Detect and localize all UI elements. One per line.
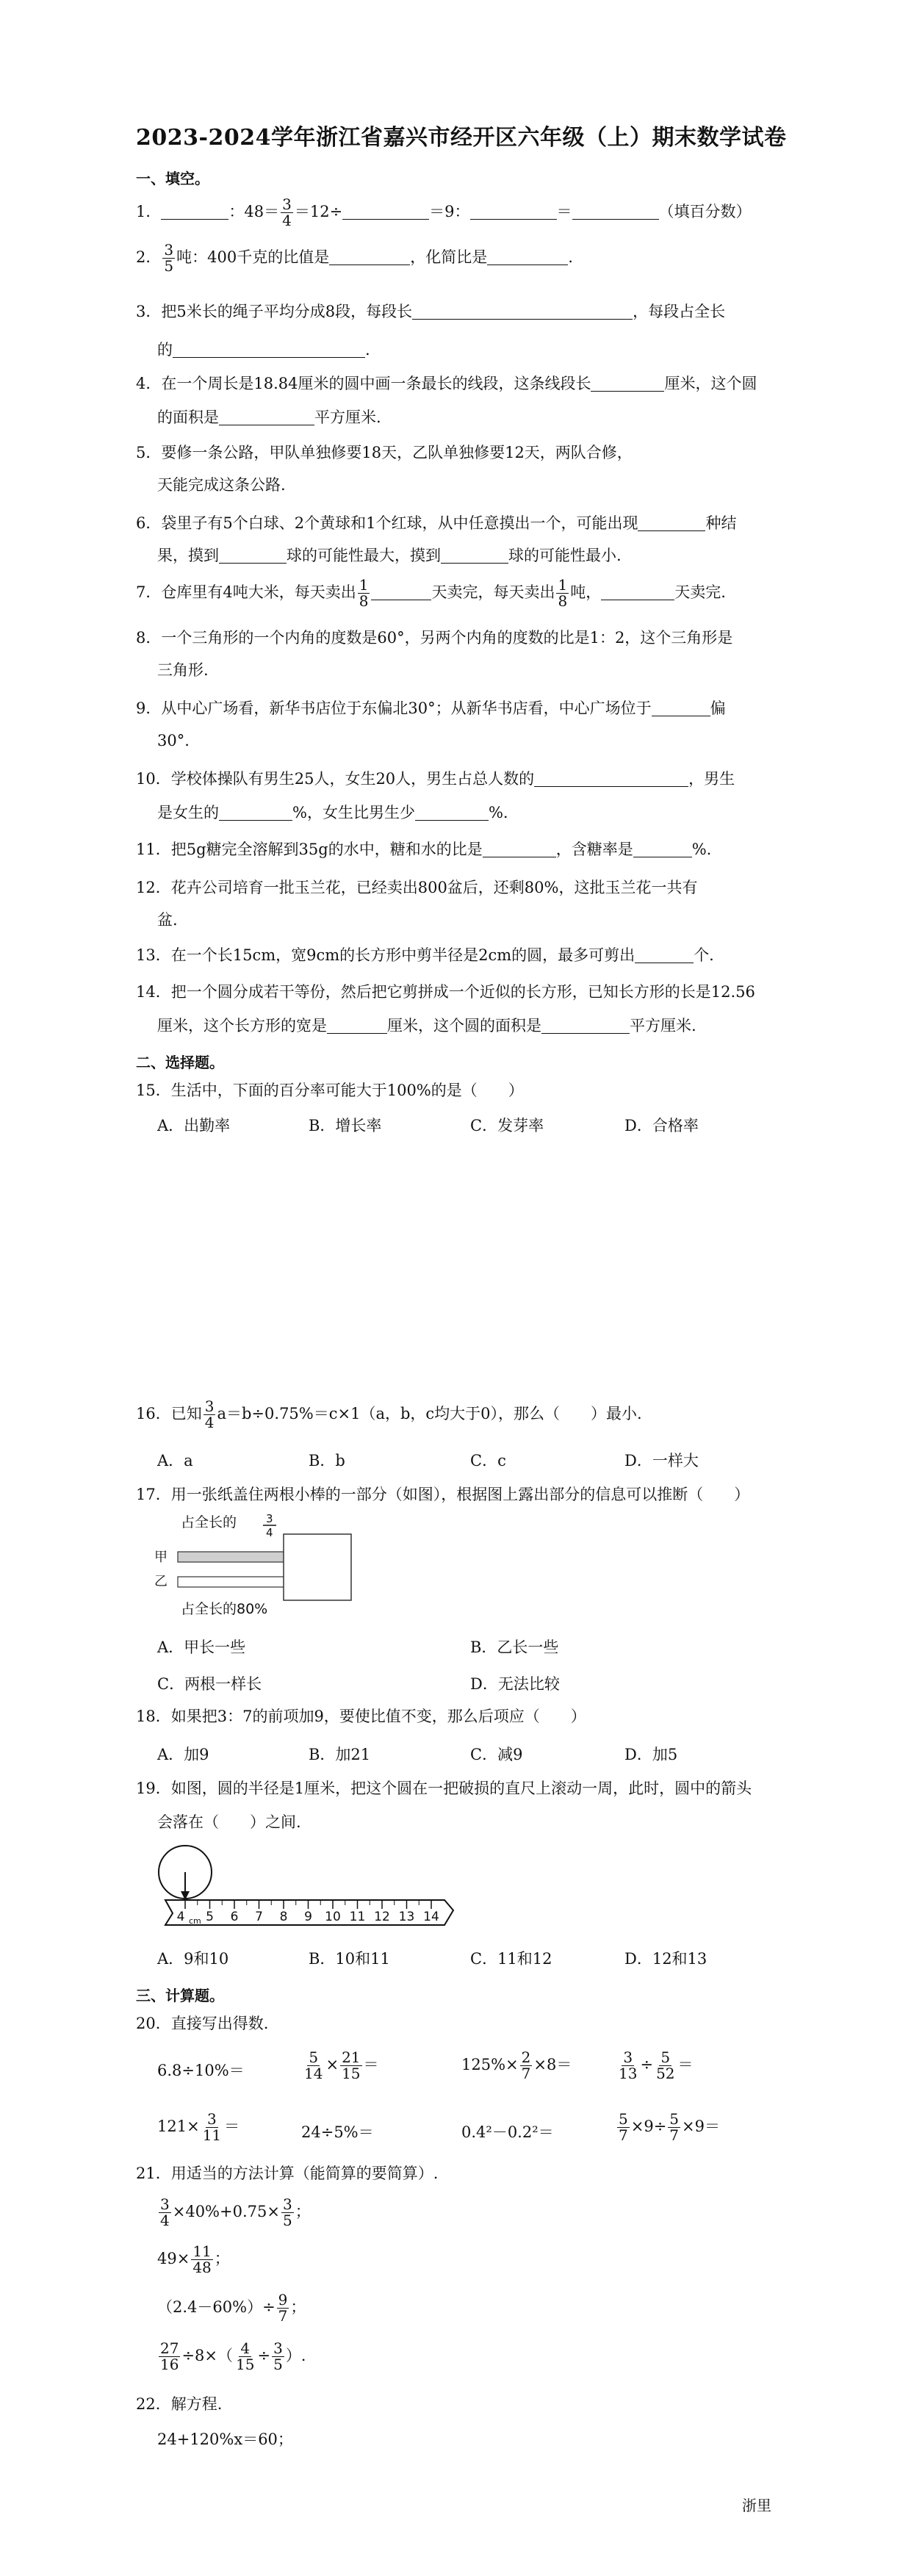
fraction <box>191 2244 212 2275</box>
question-text: （填百分数） <box>658 203 752 220</box>
fraction <box>204 1399 216 1431</box>
question-text: 果，摸到 <box>157 547 219 564</box>
fraction-numerator: 9 <box>278 2291 288 2309</box>
q22-equation-1: 24+120%x＝60； <box>157 2431 293 2448</box>
fraction-numerator: 3 <box>204 1397 215 1415</box>
question-text: 球的可能性最大，摸到 <box>287 547 441 564</box>
question-text: ＝9： <box>429 203 470 220</box>
question-text: 的 <box>157 341 173 359</box>
q19-option-a[interactable]: A．9和10 <box>157 1950 229 1968</box>
answer-blank[interactable] <box>219 547 287 564</box>
section-calculation-heading: 三、计算题。 <box>136 1987 224 2004</box>
question-text: 的面积是 <box>157 409 219 426</box>
fraction <box>668 2112 680 2143</box>
q21-expression-3 <box>157 2292 306 2324</box>
q20-item-5 <box>157 2112 240 2143</box>
fraction-numerator: 5 <box>309 2048 319 2066</box>
question-8-line-1 <box>136 629 732 647</box>
fraction-numerator: 3 <box>282 2195 292 2213</box>
fraction-numerator: 3 <box>273 2339 283 2357</box>
fraction <box>617 2050 638 2082</box>
question-9-line-1 <box>136 699 726 718</box>
fraction-denominator: 16 <box>160 2356 179 2373</box>
fraction-denominator: 5 <box>273 2356 283 2373</box>
operator: ÷ <box>257 2347 271 2364</box>
fraction-numerator: 3 <box>207 2110 217 2128</box>
question-text: 5．要修一条公路，甲队单独修要18天，乙队单独修要12天，两队合修， <box>136 444 633 461</box>
fraction-numerator: 5 <box>660 2048 671 2066</box>
question-text: 10．学校体操队有男生25人，女生20人，男生占总人数的 <box>136 770 535 788</box>
fraction <box>303 2050 324 2082</box>
question-text: 9．从中心广场看，新华书店位于东偏北30°；从新华书店看，中心广场位于 <box>136 699 652 717</box>
question-text: %，女生比男生少 <box>292 804 415 821</box>
answer-blank[interactable] <box>487 248 568 265</box>
equals: ＝ <box>224 2118 240 2135</box>
expression: ×8＝ <box>533 2056 572 2073</box>
answer-blank[interactable] <box>652 699 710 716</box>
cover-paper <box>284 1534 351 1600</box>
question-text: ＝ <box>556 203 572 220</box>
fraction-numerator: 27 <box>160 2339 179 2357</box>
question-5-line-2 <box>157 476 286 494</box>
question-text: 16．已知 <box>136 1405 202 1422</box>
question-text: 6．袋里子有5个白球、2个黄球和1个红球，从中任意摸出一个，可能出现 <box>136 514 638 532</box>
q16-option-d[interactable]: D．一样大 <box>624 1452 699 1469</box>
question-10-line-2 <box>157 804 508 822</box>
fraction-denominator: 7 <box>521 2065 531 2082</box>
q20-item-8 <box>616 2112 720 2143</box>
question-15: 15．生活中，下面的百分率可能大于100%的是（ ） <box>136 1082 524 1099</box>
question-text: . <box>365 341 370 359</box>
answer-blank[interactable] <box>219 804 292 821</box>
fraction-numerator: 2 <box>521 2048 531 2066</box>
question-text: ，化简比是 <box>410 248 488 266</box>
fraction-numerator: 3 <box>160 2195 170 2213</box>
fraction-numerator: 3 <box>164 241 174 259</box>
ruler-label: 5 <box>206 1910 214 1924</box>
question-12-line-2 <box>157 911 178 929</box>
fraction-numerator: 5 <box>619 2110 628 2128</box>
question-2 <box>136 242 573 274</box>
question-6-line-1 <box>136 514 736 533</box>
expression: ； <box>295 2203 311 2220</box>
fraction-denominator: 4 <box>204 1414 215 1431</box>
answer-blank[interactable] <box>173 341 365 358</box>
expression: 0.4²－0.2²＝ <box>461 2123 554 2141</box>
expression: ÷8×（ <box>181 2347 234 2364</box>
q20-item-4 <box>616 2050 694 2082</box>
answer-blank[interactable] <box>415 804 489 821</box>
question-text: 天能完成这条公路. <box>157 476 286 494</box>
question-12-line-1 <box>136 879 697 897</box>
answer-blank[interactable] <box>591 375 664 392</box>
q18-option-b[interactable]: B．加21 <box>309 1746 371 1763</box>
operator: ÷ <box>640 2056 654 2073</box>
question-text: 偏 <box>710 699 726 717</box>
q17-option-a[interactable]: A．甲长一些 <box>157 1638 246 1656</box>
fraction-numerator: 1 <box>359 576 369 594</box>
q19-option-d[interactable]: D．12和13 <box>624 1950 707 1968</box>
fig-fraction-numerator: 3 <box>266 1512 273 1525</box>
page-footer: 浙里 <box>742 2497 771 2514</box>
question-4-line-2 <box>157 409 381 427</box>
answer-blank[interactable] <box>483 841 556 857</box>
fraction <box>340 2050 361 2082</box>
expression: 121× <box>157 2118 200 2135</box>
question-text: 7．仓库里有4吨大米，每天卖出 <box>136 583 356 601</box>
question-1 <box>136 197 752 229</box>
fraction-numerator: 4 <box>240 2339 251 2357</box>
q20-item-2 <box>301 2050 379 2082</box>
question-13 <box>136 946 714 965</box>
fraction <box>162 242 175 274</box>
expression: ×9＝ <box>682 2118 720 2135</box>
q18-option-a[interactable]: A．加9 <box>157 1746 209 1763</box>
expression: 125%× <box>461 2056 519 2073</box>
fraction <box>277 2292 289 2324</box>
fraction <box>556 578 569 609</box>
ruler-unit: cm <box>189 1916 201 1926</box>
fraction-numerator: 21 <box>342 2048 361 2066</box>
fig-fraction-denominator: 4 <box>266 1526 273 1539</box>
equals: ＝ <box>363 2056 379 2073</box>
fraction-denominator: 8 <box>359 592 369 610</box>
question-3-line-2 <box>157 341 370 359</box>
fraction <box>234 2341 256 2372</box>
question-14-line-2 <box>157 1017 696 1035</box>
q16-option-c[interactable]: C．c <box>470 1452 506 1469</box>
q20-item-7 <box>461 2123 554 2142</box>
fig-bottom-label: 占全长的80% <box>181 1601 268 1617</box>
fraction-denominator: 7 <box>278 2307 288 2325</box>
answer-blank[interactable] <box>635 946 694 963</box>
q15-option-c[interactable]: C．发芽率 <box>470 1117 544 1134</box>
question-9-line-2 <box>157 732 190 750</box>
exam-title: 2023-2024学年浙江省嘉兴市经开区六年级（上）期末数学试卷 <box>136 125 787 151</box>
answer-blank[interactable] <box>161 203 228 220</box>
question-text: 厘米，这个圆 <box>664 375 757 392</box>
section-choice-heading: 二、选择题。 <box>136 1054 224 1071</box>
fraction <box>617 2112 630 2143</box>
fraction-denominator: 13 <box>619 2065 638 2082</box>
ruler-label: 11 <box>349 1910 366 1924</box>
expression: ； <box>290 2298 306 2316</box>
q19-option-c[interactable]: C．11和12 <box>470 1950 552 1968</box>
question-text: 13．在一个长15cm，宽9cm的长方形中剪半径是2cm的圆，最多可剪出 <box>136 946 635 964</box>
answer-blank[interactable] <box>219 409 314 425</box>
fraction-denominator: 8 <box>558 592 568 610</box>
fraction-numerator: 3 <box>623 2048 633 2066</box>
fraction <box>655 2050 676 2082</box>
q17-stick-figure <box>154 1512 375 1622</box>
question-10-line-1 <box>136 770 735 788</box>
question-number: 1． <box>136 203 162 220</box>
fraction-numerator: 1 <box>558 576 568 594</box>
question-text: 盆. <box>157 911 178 929</box>
q20-item-3 <box>461 2050 572 2082</box>
ruler-label: 6 <box>230 1910 239 1924</box>
fraction-denominator: 11 <box>202 2126 222 2144</box>
question-text: 14．把一个圆分成若干等份，然后把它剪拼成一个近似的长方形，已知长方形的长是12.56 <box>136 983 755 1001</box>
question-text: 球的可能性最小. <box>508 547 622 564</box>
fig-top-label: 占全长的 <box>181 1514 237 1530</box>
question-19-line-2: 会落在（ ）之间. <box>157 1813 301 1831</box>
q20-item-1 <box>157 2062 245 2080</box>
fig-label-yi: 乙 <box>154 1574 168 1589</box>
q16-option-a[interactable]: A．a <box>157 1452 193 1469</box>
fraction-denominator: 15 <box>236 2356 255 2373</box>
fraction <box>281 2197 294 2228</box>
question-18: 18．如果把3：7的前项加9，要使比值不变，那么后项应（ ） <box>136 1708 586 1725</box>
fraction-denominator: 4 <box>282 212 292 229</box>
question-text: a＝b÷0.75%＝c×1（a，b，c均大于0），那么（ ）最小. <box>217 1405 642 1422</box>
expression: ）. <box>285 2347 306 2364</box>
expression: （2.4－60%）÷ <box>157 2298 276 2316</box>
expression: 6.8÷10%＝ <box>157 2062 245 2079</box>
equals: ＝ <box>677 2056 694 2073</box>
q19-ruler-figure <box>151 1843 459 1938</box>
question-3-line-1 <box>136 303 725 321</box>
q21-expression-2 <box>157 2244 230 2275</box>
question-text: ，男生 <box>688 770 735 788</box>
question-text: . <box>568 248 573 266</box>
question-16 <box>136 1399 642 1431</box>
answer-blank[interactable] <box>541 1017 630 1034</box>
question-text: 4．在一个周长是18.84厘米的圆中画一条最长的线段，这条线段长 <box>136 375 591 392</box>
fraction-denominator: 48 <box>192 2259 212 2276</box>
question-text: 3．把5米长的绳子平均分成8段，每段长 <box>136 303 413 320</box>
question-5-line-1 <box>136 444 633 462</box>
question-text: 厘米，这个圆的面积是 <box>387 1017 541 1035</box>
question-text: %. <box>488 804 508 821</box>
fraction-numerator: 3 <box>282 195 292 213</box>
question-6-line-2 <box>157 547 622 565</box>
q18-option-d[interactable]: D．加5 <box>624 1746 678 1763</box>
answer-blank[interactable] <box>441 547 508 564</box>
ruler-label: 8 <box>279 1910 288 1924</box>
question-text: 三角形. <box>157 661 209 679</box>
question-19-line-1: 19．如图，圆的半径是1厘米，把这个圆在一把破损的直尺上滚动一周，此时，圆中的箭头 <box>136 1780 752 1797</box>
expression: ×9÷ <box>630 2118 667 2135</box>
expression: ×40%+0.75× <box>172 2203 280 2220</box>
ruler-label: 14 <box>423 1910 439 1924</box>
answer-blank[interactable] <box>412 303 633 320</box>
fraction-denominator: 5 <box>282 2212 292 2229</box>
fraction-denominator: 52 <box>656 2065 675 2082</box>
question-text: 平方厘米. <box>630 1017 696 1035</box>
fraction <box>272 2341 284 2372</box>
question-text: 吨， <box>570 583 602 601</box>
fraction-numerator: 5 <box>669 2110 680 2128</box>
fraction-denominator: 7 <box>669 2126 680 2144</box>
question-17: 17．用一张纸盖住两根小棒的一部分（如图），根据图上露出部分的信息可以推断（ ） <box>136 1486 750 1503</box>
question-text: 平方厘米. <box>314 409 381 426</box>
question-20: 20．直接写出得数. <box>136 2015 269 2032</box>
answer-blank[interactable] <box>572 203 659 220</box>
answer-blank[interactable] <box>329 248 410 265</box>
ruler-label: 13 <box>398 1910 415 1924</box>
fig-label-jia: 甲 <box>154 1550 168 1565</box>
fraction <box>281 197 293 229</box>
q19-option-b[interactable]: B．10和11 <box>309 1950 390 1968</box>
fraction <box>201 2112 223 2143</box>
fraction <box>358 578 370 609</box>
answer-blank[interactable] <box>470 203 557 220</box>
question-text: 8．一个三角形的一个内角的度数是60°，另两个内角的度数的比是1：2，这个三角形是 <box>136 629 733 647</box>
ruler-label: 4 <box>176 1910 185 1924</box>
question-22: 22．解方程. <box>136 2395 223 2413</box>
q16-option-b[interactable]: B．b <box>309 1452 345 1469</box>
section-fill-in-heading: 一、填空。 <box>136 170 209 187</box>
answer-blank[interactable] <box>342 203 429 220</box>
ruler-label: 9 <box>304 1910 312 1924</box>
question-4-line-1 <box>136 375 757 393</box>
question-text: 种结 <box>705 514 737 532</box>
answer-blank[interactable] <box>534 770 688 787</box>
fraction-denominator: 4 <box>160 2212 170 2229</box>
q15-option-d[interactable]: D．合格率 <box>624 1117 699 1134</box>
q15-option-a[interactable]: A．出勤率 <box>157 1117 231 1134</box>
question-21: 21．用适当的方法计算（能简算的要简算）. <box>136 2165 439 2182</box>
question-11 <box>136 841 711 859</box>
fraction <box>520 2050 533 2082</box>
answer-blank[interactable] <box>601 583 674 600</box>
fraction-denominator: 5 <box>164 257 174 275</box>
fraction-denominator: 14 <box>304 2065 323 2082</box>
question-text: 个. <box>694 946 714 964</box>
question-text: 吨：400千克的比值是 <box>176 248 330 266</box>
question-text: ，含糖率是 <box>555 841 633 858</box>
ruler-label: 10 <box>325 1910 341 1924</box>
question-text: %. <box>691 841 712 858</box>
question-text: 天卖完，每天卖出 <box>431 583 555 601</box>
answer-blank[interactable] <box>638 514 705 531</box>
question-text: 厘米，这个长方形的宽是 <box>157 1017 327 1035</box>
question-number: 2． <box>136 248 162 266</box>
fraction <box>159 2341 180 2372</box>
fraction-denominator: 15 <box>342 2065 361 2082</box>
question-text: ＝12÷ <box>294 203 343 220</box>
question-8-line-2 <box>157 661 209 680</box>
question-text: 天卖完. <box>674 583 726 601</box>
q21-expression-1 <box>157 2197 311 2228</box>
q18-option-c[interactable]: C．减9 <box>470 1746 523 1763</box>
question-14-line-1 <box>136 983 755 1001</box>
q17-option-b[interactable]: B．乙长一些 <box>470 1638 559 1656</box>
fraction-denominator: 7 <box>619 2126 628 2144</box>
q20-item-6 <box>301 2123 374 2142</box>
question-text: 是女生的 <box>157 804 219 821</box>
q15-option-b[interactable]: B．增长率 <box>309 1117 382 1134</box>
answer-blank[interactable] <box>371 583 431 600</box>
expression: 49× <box>157 2250 190 2267</box>
q21-expression-4 <box>157 2341 306 2372</box>
answer-blank[interactable] <box>327 1017 387 1034</box>
question-text: 30°. <box>157 732 190 749</box>
fraction <box>159 2197 171 2228</box>
answer-blank[interactable] <box>633 841 692 857</box>
q17-option-d[interactable]: D．无法比较 <box>470 1675 560 1693</box>
fraction-numerator: 11 <box>192 2242 212 2260</box>
operator: × <box>325 2056 339 2073</box>
question-text: ：48＝ <box>228 203 280 220</box>
ruler-label: 7 <box>255 1910 263 1924</box>
ruler-label: 12 <box>374 1910 390 1924</box>
question-text: ，每段占全长 <box>633 303 726 320</box>
question-text: 12．花卉公司培育一批玉兰花，已经卖出800盆后，还剩80%，这批玉兰花一共有 <box>136 879 698 896</box>
question-7 <box>136 578 726 609</box>
q17-option-c[interactable]: C．两根一样长 <box>157 1675 262 1693</box>
expression: 24÷5%＝ <box>301 2123 374 2141</box>
question-text: 11．把5g糖完全溶解到35g的水中，糖和水的比是 <box>136 841 483 858</box>
expression: ； <box>214 2250 230 2267</box>
